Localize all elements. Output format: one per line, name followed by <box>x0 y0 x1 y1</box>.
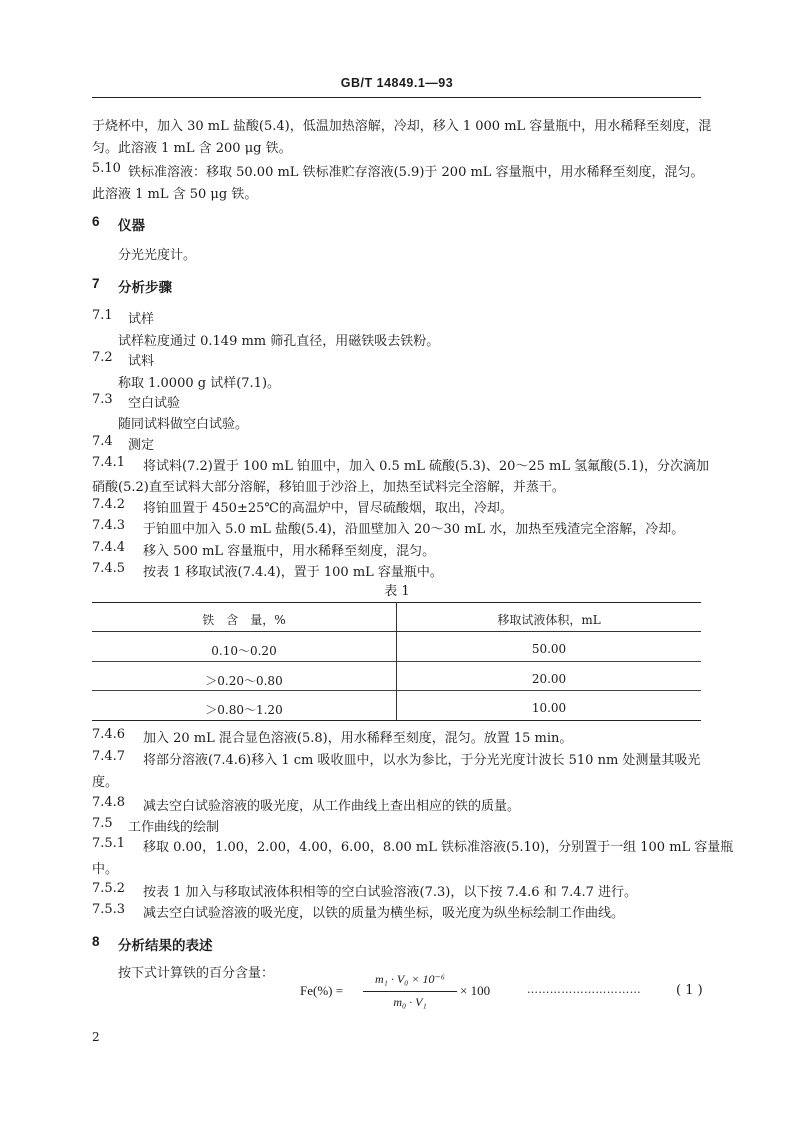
table-row-1-volume: 50.00 <box>531 642 567 656</box>
standard-code: GB/T 14849.1—93 <box>340 76 454 90</box>
clause-7-4-5-number: 7.4.5 <box>92 561 126 576</box>
clause-7-4-7-line-1: 将部分溶液(7.4.6)移入 1 cm 吸收皿中，以水为参比，于分光光度计波长 510 nm 处测量其吸光 <box>143 753 701 768</box>
formula-equation-number: ( 1 ) <box>676 983 703 998</box>
clause-7-2-body: 称取 1.0000 g 试样(7.1)。 <box>118 376 281 391</box>
clause-7-4-3-text: 于铂皿中加入 5.0 mL 盐酸(5.4)，沿皿壁加入 20～30 mL 水，加热至残渣完全溶解，冷却。 <box>143 522 685 537</box>
clause-7-4-3-number: 7.4.3 <box>92 518 126 533</box>
clause-7-3-number: 7.3 <box>92 392 113 407</box>
clause-5-10-line-2: 此溶液 1 mL 含 50 μg 铁。 <box>92 187 258 202</box>
clause-7-5-1-number: 7.5.1 <box>92 836 126 851</box>
clause-7-5-title: 工作曲线的绘制 <box>128 820 220 835</box>
section-8-number: 8 <box>92 934 100 949</box>
clause-7-4-title: 测定 <box>128 438 155 453</box>
table-header-iron-content: 铁 含 量，% <box>202 613 286 627</box>
clause-7-5-number: 7.5 <box>92 816 113 831</box>
table-column-divider <box>396 602 397 720</box>
section-8-intro: 按下式计算铁的百分含量： <box>118 966 275 981</box>
clause-7-4-8-number: 7.4.8 <box>92 795 126 810</box>
clause-7-4-4-text: 移入 500 mL 容量瓶中，用水稀释至刻度，混匀。 <box>143 544 436 559</box>
formula-lhs: Fe(%) = <box>300 983 344 998</box>
clause-7-4-2-number: 7.4.2 <box>92 497 126 512</box>
clause-7-5-2-number: 7.5.2 <box>92 881 126 896</box>
table-row-3-volume: 10.00 <box>531 701 567 715</box>
clause-7-2-number: 7.2 <box>92 350 113 365</box>
clause-7-4-1-number: 7.4.1 <box>92 455 126 470</box>
clause-7-3-body: 随同试料做空白试验。 <box>118 417 249 432</box>
clause-7-4-5-text: 按表 1 移取试液(7.4.4)，置于 100 mL 容量瓶中。 <box>143 565 443 580</box>
clause-5-10-number: 5.10 <box>92 161 121 176</box>
clause-5-10-line-1: 铁标准溶液：移取 50.00 mL 铁标准贮存溶液(5.9)于 200 mL 容量瓶中，用水稀释至刻度，混匀。 <box>128 165 704 180</box>
table-bottom-rule <box>92 720 701 721</box>
clause-7-4-2-text: 将铂皿置于 450±25℃的高温炉中，冒尽硫酸烟，取出，冷却。 <box>143 501 513 516</box>
continuation-line-1: 于烧杯中，加入 30 mL 盐酸(5.4)，低温加热溶解，冷却，移入 1 000 mL 容量瓶中，用水稀释至刻度，混 <box>92 119 712 134</box>
clause-7-1-number: 7.1 <box>92 308 113 323</box>
clause-7-1-title: 试样 <box>128 312 155 327</box>
clause-7-4-1-line-1: 将试料(7.2)置于 100 mL 铂皿中，加入 0.5 mL 硫酸(5.3)、20～25 mL 氢氟酸(5.1)，分次滴加 <box>143 459 709 474</box>
page-number: 2 <box>92 1030 100 1044</box>
clause-7-4-4-number: 7.4.4 <box>92 540 126 555</box>
table-row-3-range: ＞0.80～1.20 <box>205 703 283 717</box>
clause-7-4-number: 7.4 <box>92 434 113 449</box>
clause-7-5-3-number: 7.5.3 <box>92 902 126 917</box>
clause-7-4-8-text: 减去空白试验溶液的吸光度，从工作曲线上查出相应的铁的质量。 <box>143 799 521 814</box>
section-8-title: 分析结果的表述 <box>118 938 213 953</box>
clause-7-4-6-number: 7.4.6 <box>92 727 126 742</box>
section-6-body: 分光光度计。 <box>118 248 197 263</box>
clause-7-4-7-number: 7.4.7 <box>92 749 126 764</box>
clause-7-2-title: 试料 <box>128 354 155 369</box>
formula-denominator: m₀ · V₁ <box>393 995 427 1009</box>
clause-7-4-7-line-2: 度。 <box>92 775 119 790</box>
clause-7-4-1-line-2: 硝酸(5.2)直至试料大部分溶解，移铂皿于沙浴上，加热至试料完全溶解，并蒸干。 <box>92 480 565 495</box>
formula-fraction-bar <box>363 991 457 992</box>
clause-7-3-title: 空白试验 <box>128 396 181 411</box>
formula-multiplier: × 100 <box>460 983 491 998</box>
section-6-number: 6 <box>92 214 100 229</box>
table-row-2-range: ＞0.20～0.80 <box>205 674 283 688</box>
clause-7-4-6-text: 加入 20 mL 混合显色溶液(5.8)，用水稀释至刻度，混匀。放置 15 min。 <box>143 731 573 746</box>
section-6-title: 仪器 <box>118 218 145 233</box>
continuation-line-2: 匀。此溶液 1 mL 含 200 μg 铁。 <box>92 141 292 156</box>
header-rule <box>92 97 701 98</box>
table-caption: 表 1 <box>384 584 410 599</box>
clause-7-5-1-line-2: 中。 <box>92 862 119 877</box>
table-header-volume: 移取试液体积，mL <box>497 613 601 627</box>
section-7-title: 分析步骤 <box>118 280 172 295</box>
clause-7-5-2-text: 按表 1 加入与移取试液体积相等的空白试验溶液(7.3)，以下按 7.4.6 和 7.4.7 进行。 <box>143 885 638 900</box>
section-7-number: 7 <box>92 276 100 291</box>
clause-7-1-body: 试样粒度通过 0.149 mm 筛孔直径，用磁铁吸去铁粉。 <box>118 334 440 349</box>
table-row-1-range: 0.10～0.20 <box>211 644 277 658</box>
formula-leader-dots: ………………………… <box>527 983 641 996</box>
clause-7-5-3-text: 减去空白试验溶液的吸光度，以铁的质量为横坐标，吸光度为纵坐标绘制工作曲线。 <box>143 906 625 921</box>
clause-7-5-1-line-1: 移取 0.00，1.00，2.00，4.00，6.00，8.00 mL 铁标准溶液(5.10)，分别置于一组 100 mL 容量瓶 <box>143 840 734 855</box>
table-row-2-volume: 20.00 <box>531 672 567 686</box>
formula-numerator: m₁ · V₀ × 10⁻⁶ <box>375 972 445 986</box>
